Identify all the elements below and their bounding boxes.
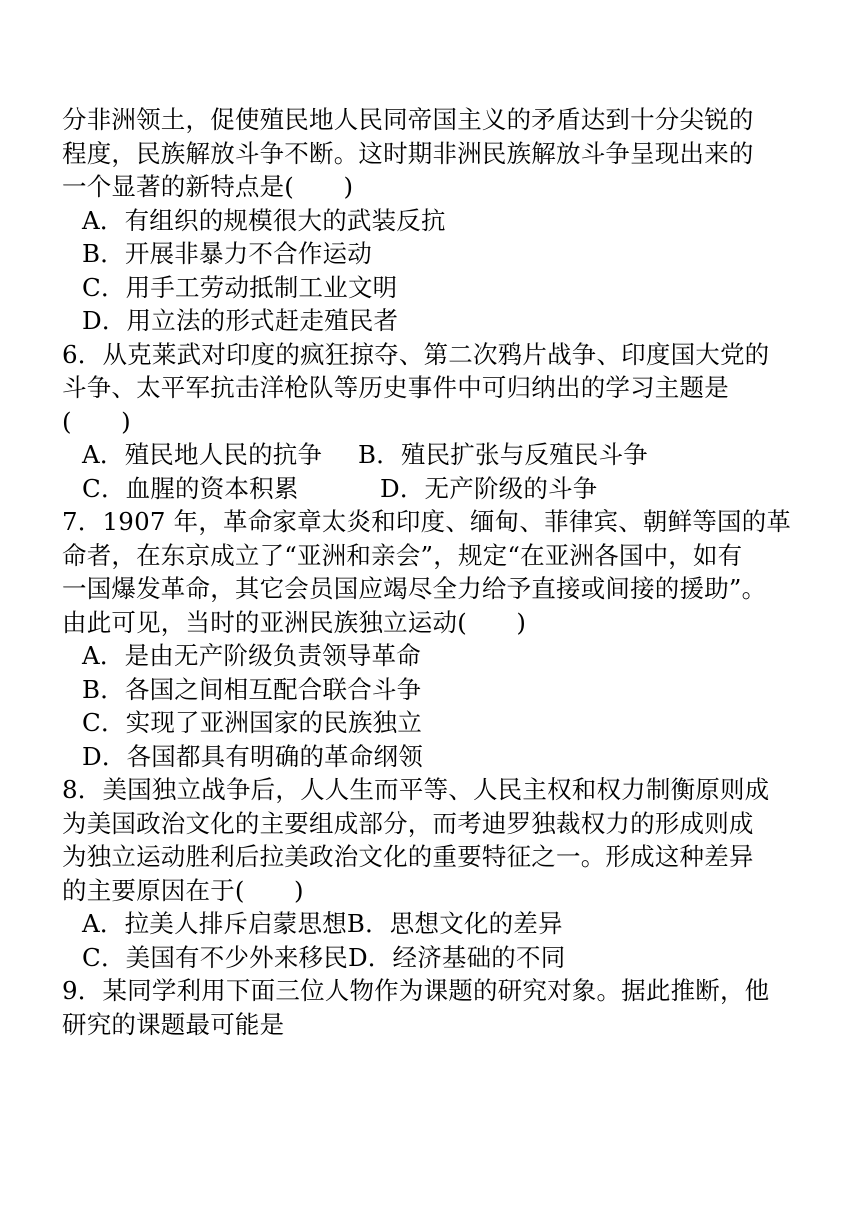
option-d: D．用立法的形式赶走殖民者 [82,306,399,335]
question-stem-line: 7．1907 年，革命家章太炎和印度、缅甸、菲律宾、朝鲜等国的革 [62,507,792,536]
option-b: B．开展非暴力不合作运动 [82,239,372,268]
question-stem-line: 命者，在东京成立了“亚洲和亲会”，规定“在亚洲各国中，如有 [62,540,743,570]
question-7 [62,505,802,773]
option-b: B．各国之间相互配合联合斗争 [82,674,422,704]
question-stem-line: 一国爆发革命，其它会员国应竭尽全力给予直接或间接的援助”。 [62,574,767,603]
question-stem-line: 的主要原因在于( ) [62,875,304,905]
option-b: B．思想文化的差异 [346,909,563,938]
option-row [62,941,802,975]
question-stem-line: 9．某同学利用下面三位人物作为课题的研究对象。据此推断，他 [62,976,770,1005]
option-row [62,472,802,506]
option-row [62,907,802,941]
question-stem-line: 8．美国独立战争后，人人生而平等、人民主权和权力制衡原则成 [62,775,770,804]
option-a: A．拉美人排斥启蒙思想 [82,909,347,938]
question-stem-line: 斗争、太平军抗击洋枪队等历史事件中可归纳出的学习主题是 [62,373,729,402]
question-stem-line: 一个显著的新特点是( ) [62,172,354,201]
option-d: D．经济基础的不同 [347,942,566,972]
option-a: A．殖民地人民的抗争 [82,440,323,469]
question-stem-line: 为独立运动胜利后拉美政治文化的重要特征之一。形成这种差异 [62,842,754,871]
option-c: C．血腥的资本积累 [82,473,299,503]
option-d: D．各国都具有明确的革命纲领 [82,741,423,771]
option-a: A．有组织的规模很大的武装反抗 [82,205,446,235]
question-stem-line: 为美国政治文化的主要组成部分，而考迪罗独裁权力的形成则成 [62,808,754,838]
question-stem-line: 分非洲领土，促使殖民地人民同帝国主义的矛盾达到十分尖锐的 [62,105,754,134]
question-stem-line: 6．从克莱武对印度的疯狂掠夺、第二次鸦片战争、印度国大党的 [62,339,770,369]
question-6 [62,338,802,506]
document-content [62,103,802,1041]
option-c: C．用手工劳动抵制工业文明 [82,272,398,302]
option-c: C．美国有不少外来移民 [82,942,348,972]
option-b: B．殖民扩张与反殖民斗争 [358,440,648,469]
option-d: D．无产阶级的斗争 [380,473,598,503]
question-stem-line: 程度，民族解放斗争不断。这时期非洲民族解放斗争呈现出来的 [62,138,754,168]
question-stem-line: 由此可见，当时的亚洲民族独立运动( ) [62,607,527,637]
question-stem-line: ( ) [62,406,131,436]
question-stem-line: 研究的课题最可能是 [62,1009,285,1039]
question-9 [62,974,802,1041]
option-c: C．实现了亚洲国家的民族独立 [82,708,423,737]
question-5 [62,103,802,338]
option-a: A．是由无产阶级负责领导革命 [82,641,421,670]
question-8 [62,773,802,974]
option-row [62,438,802,472]
